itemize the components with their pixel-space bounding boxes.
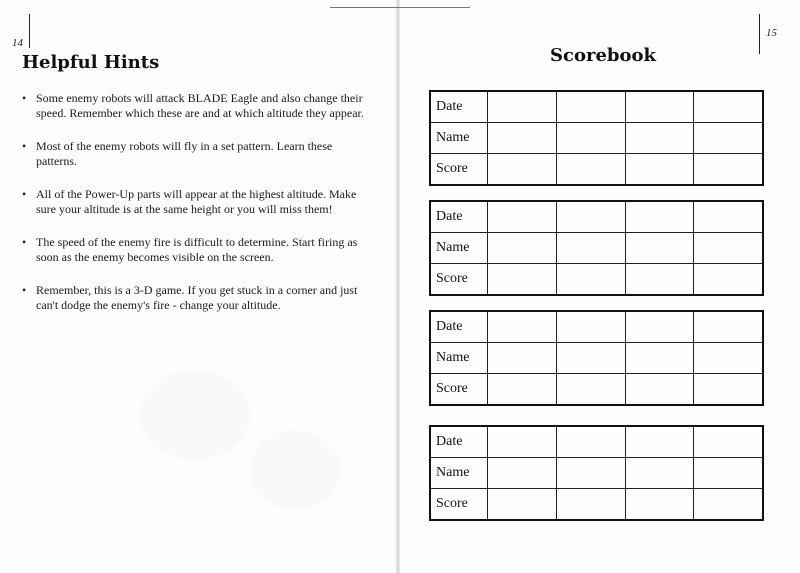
score-cell[interactable]: [488, 374, 557, 406]
score-cell[interactable]: [694, 311, 763, 343]
score-row-name: [430, 458, 763, 489]
hint-item: [22, 235, 367, 265]
row-label-name: Name: [430, 233, 488, 264]
hint-text: Some enemy robots will attack BLADE Eagle and also change their speed. Remember which these are and at which altitude they appear.: [36, 91, 364, 120]
score-cell[interactable]: [625, 264, 694, 296]
row-label-score: Score: [430, 374, 488, 406]
page-number-left: 14: [12, 37, 23, 49]
hint-item: [22, 187, 367, 217]
score-cell[interactable]: [625, 374, 694, 406]
bullet-icon: •: [22, 235, 27, 249]
score-cell[interactable]: [694, 426, 763, 458]
score-cell[interactable]: [557, 91, 626, 123]
score-cell[interactable]: [488, 201, 557, 233]
score-cell[interactable]: [694, 264, 763, 296]
score-cell[interactable]: [625, 233, 694, 264]
score-row-name: [430, 123, 763, 154]
score-cell[interactable]: [694, 233, 763, 264]
score-row-date: [430, 311, 763, 343]
score-row-name: [430, 233, 763, 264]
hint-text: Remember, this is a 3-D game. If you get stuck in a corner and just can't dodge the enemy's fire - change your altitude.: [36, 283, 358, 312]
hint-text: All of the Power-Up parts will appear at the highest altitude. Make sure your altitude is at the same height or you will miss them!: [36, 187, 357, 216]
score-cell[interactable]: [557, 123, 626, 154]
score-cell[interactable]: [625, 123, 694, 154]
score-row-name: [430, 343, 763, 374]
score-cell[interactable]: [625, 343, 694, 374]
score-cell[interactable]: [694, 489, 763, 521]
score-cell[interactable]: [557, 426, 626, 458]
score-cell[interactable]: [557, 374, 626, 406]
score-cell[interactable]: [694, 201, 763, 233]
score-cell[interactable]: [625, 458, 694, 489]
score-table-4: [429, 425, 764, 521]
hint-item: [22, 139, 367, 169]
row-label-date: Date: [430, 426, 488, 458]
score-row-date: [430, 426, 763, 458]
book-spine: [396, 0, 400, 573]
hint-text: Most of the enemy robots will fly in a set pattern. Learn these patterns.: [36, 139, 333, 168]
score-row-score: [430, 264, 763, 296]
row-label-score: Score: [430, 489, 488, 521]
score-cell[interactable]: [557, 489, 626, 521]
bullet-icon: •: [22, 187, 27, 201]
score-cell[interactable]: [488, 154, 557, 186]
hint-text: The speed of the enemy fire is difficult to determine. Start firing as soon as the enemy becomes visible on the screen.: [36, 235, 358, 264]
score-cell[interactable]: [488, 489, 557, 521]
bullet-icon: •: [22, 91, 27, 105]
score-cell[interactable]: [694, 91, 763, 123]
score-cell[interactable]: [625, 201, 694, 233]
corner-mark-right: [759, 14, 760, 54]
score-cell[interactable]: [694, 458, 763, 489]
score-table-3: [429, 310, 764, 406]
row-label-date: Date: [430, 201, 488, 233]
score-row-score: [430, 374, 763, 406]
score-cell[interactable]: [694, 123, 763, 154]
score-row-score: [430, 489, 763, 521]
score-cell[interactable]: [625, 91, 694, 123]
hint-item: [22, 283, 367, 313]
score-cell[interactable]: [488, 458, 557, 489]
hint-item: [22, 91, 367, 121]
score-cell[interactable]: [488, 311, 557, 343]
score-cell[interactable]: [694, 374, 763, 406]
score-table-2: [429, 200, 764, 296]
row-label-score: Score: [430, 154, 488, 186]
score-row-date: [430, 91, 763, 123]
score-cell[interactable]: [694, 343, 763, 374]
page-number-right: 15: [766, 27, 777, 39]
score-cell[interactable]: [488, 91, 557, 123]
row-label-score: Score: [430, 264, 488, 296]
score-table-1: [429, 90, 764, 186]
scan-smudge: [250, 430, 340, 510]
score-cell[interactable]: [557, 201, 626, 233]
score-row-date: [430, 201, 763, 233]
score-cell[interactable]: [557, 343, 626, 374]
score-cell[interactable]: [557, 264, 626, 296]
score-cell[interactable]: [488, 426, 557, 458]
helpful-hints-title: Helpful Hints: [22, 52, 160, 73]
top-rule: [330, 7, 470, 8]
score-cell[interactable]: [488, 233, 557, 264]
score-cell[interactable]: [488, 123, 557, 154]
bullet-icon: •: [22, 139, 27, 153]
score-cell[interactable]: [625, 154, 694, 186]
score-row-score: [430, 154, 763, 186]
row-label-name: Name: [430, 458, 488, 489]
corner-mark-left: [29, 14, 30, 48]
score-cell[interactable]: [488, 343, 557, 374]
score-cell[interactable]: [625, 426, 694, 458]
row-label-date: Date: [430, 311, 488, 343]
score-cell[interactable]: [625, 311, 694, 343]
score-cell[interactable]: [694, 154, 763, 186]
score-cell[interactable]: [625, 489, 694, 521]
scorebook-title: Scorebook: [550, 45, 656, 66]
score-cell[interactable]: [557, 311, 626, 343]
score-cell[interactable]: [557, 458, 626, 489]
score-cell[interactable]: [557, 233, 626, 264]
row-label-name: Name: [430, 343, 488, 374]
row-label-name: Name: [430, 123, 488, 154]
score-cell[interactable]: [488, 264, 557, 296]
bullet-icon: •: [22, 283, 27, 297]
score-cell[interactable]: [557, 154, 626, 186]
scan-smudge: [140, 370, 250, 460]
row-label-date: Date: [430, 91, 488, 123]
hints-list: [22, 91, 367, 331]
